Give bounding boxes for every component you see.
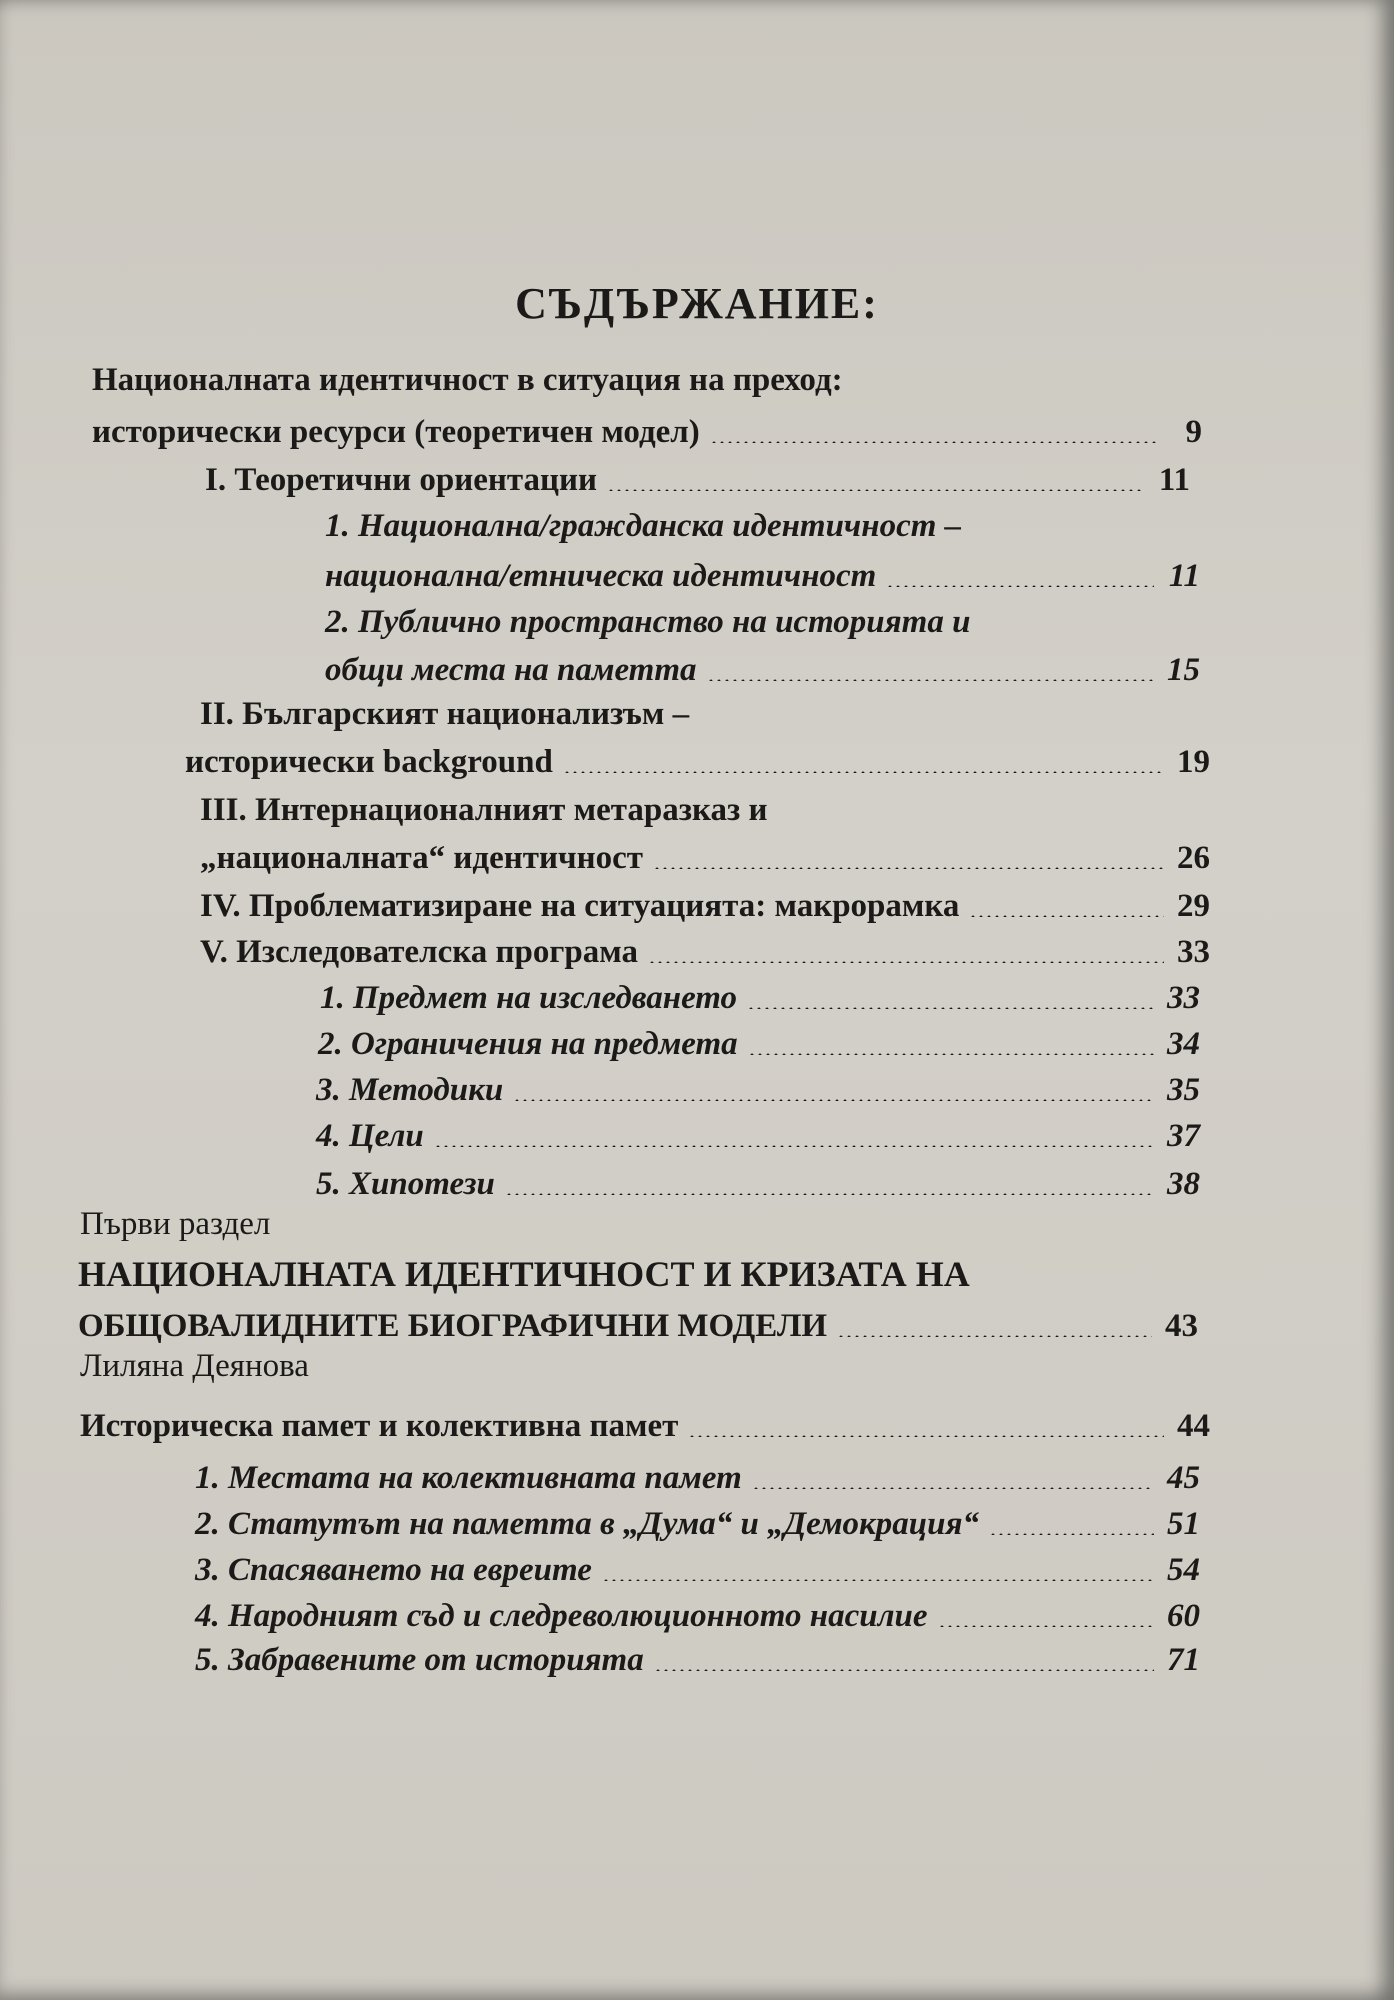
page-title: СЪДЪРЖАНИЕ:	[515, 279, 879, 328]
toc-page-number: 60	[1167, 1598, 1200, 1634]
toc-page-number: 26	[1177, 840, 1210, 876]
toc-page-number: 71	[1167, 1642, 1200, 1678]
dot-leader	[989, 1533, 1154, 1535]
dot-leader	[505, 1193, 1154, 1195]
toc-entry-title: 5. Хипотези	[316, 1166, 495, 1202]
toc-page-number: 34	[1167, 1026, 1200, 1062]
toc-entry	[195, 1640, 1200, 1680]
dot-leader	[648, 961, 1164, 963]
section-author: Лиляна Деянова	[80, 1348, 309, 1384]
dot-leader	[688, 1435, 1164, 1437]
toc-entry	[92, 412, 1202, 452]
toc-entry-title: IV. Проблематизиране на ситуацията: макрорамка	[200, 888, 960, 924]
toc-entry-title: Националната идентичност в ситуация на преход:	[92, 362, 843, 398]
toc-page-number: 45	[1167, 1460, 1200, 1496]
section-title: НАЦИОНАЛНАТА ИДЕНТИЧНОСТ И КРИЗАТА НА	[78, 1254, 970, 1294]
toc-entry	[200, 838, 1210, 878]
toc-page-number: 43	[1165, 1308, 1198, 1344]
toc-page-number: 51	[1167, 1506, 1200, 1542]
toc-page-number: 11	[1158, 462, 1190, 498]
section-label: Първи раздел	[80, 1206, 271, 1242]
toc-page-number: 11	[1168, 558, 1200, 594]
toc-entry	[80, 1406, 1210, 1446]
toc-entry-title: „националната“ идентичност	[200, 840, 643, 876]
toc-page-number: 9	[1185, 414, 1202, 450]
toc-entry-title: I. Теоретични ориентации	[205, 462, 598, 498]
dot-leader	[886, 585, 1154, 587]
dot-leader	[938, 1625, 1154, 1627]
toc-entry-title: 3. Методики	[316, 1072, 504, 1108]
toc-entry	[195, 1504, 1200, 1544]
toc-entry	[316, 1070, 1200, 1110]
toc-entry-title: исторически background	[185, 744, 553, 780]
toc-entry-title: 4. Народният съд и следреволюционното насилие	[195, 1598, 928, 1634]
toc-page-number: 37	[1167, 1118, 1200, 1154]
toc-entry-title: Историческа памет и колективна памет	[80, 1408, 679, 1444]
dot-leader	[607, 489, 1144, 491]
toc-page-number: 38	[1167, 1166, 1200, 1202]
toc-entry	[185, 742, 1210, 782]
toc-entry	[200, 932, 1210, 972]
toc-page-number: 54	[1167, 1552, 1200, 1588]
toc-entry	[195, 1458, 1200, 1498]
dot-leader	[602, 1579, 1154, 1581]
toc-entry	[205, 460, 1190, 500]
toc-entry-title: II. Българският национализъм –	[200, 696, 690, 732]
dot-leader	[710, 441, 1156, 443]
dot-leader	[748, 1053, 1154, 1055]
toc-entry	[195, 1596, 1200, 1636]
toc-entry	[78, 1306, 1198, 1346]
dot-leader	[654, 1669, 1154, 1671]
toc-entry-title: III. Интернационалният метаразказ и	[200, 792, 768, 828]
dot-leader	[752, 1487, 1154, 1489]
toc-page-number: 15	[1167, 652, 1200, 688]
toc-entry-title: 5. Забравените от историята	[195, 1642, 644, 1678]
toc-entry-title: 1. Предмет на изследването	[320, 980, 738, 1016]
toc-page-number: 29	[1177, 888, 1210, 924]
toc-entry	[200, 886, 1210, 926]
toc-entry	[320, 978, 1200, 1018]
toc-entry-title: 1. Местата на колективната памет	[195, 1460, 742, 1496]
toc-entry-title: исторически ресурси (теоретичен модел)	[92, 414, 700, 450]
toc-entry-title: V. Изследователска програма	[200, 934, 638, 970]
toc-entry-title: общи места на паметта	[325, 652, 697, 688]
dot-leader	[513, 1099, 1154, 1101]
section-title: ОБЩОВАЛИДНИТЕ БИОГРАФИЧНИ МОДЕЛИ	[78, 1308, 828, 1344]
toc-entry-title: 2. Ограничения на предмета	[318, 1026, 738, 1062]
dot-leader	[747, 1007, 1154, 1009]
dot-leader	[563, 771, 1164, 773]
toc-entry-title: 4. Цели	[316, 1118, 424, 1154]
toc-entry	[325, 556, 1200, 596]
dot-leader	[969, 915, 1164, 917]
toc-entry-title: 3. Спасяването на евреите	[195, 1552, 592, 1588]
toc-entry	[318, 1024, 1200, 1064]
dot-leader	[434, 1145, 1154, 1147]
toc-entry-title: 2. Статутът на паметта в „Дума“ и „Демокрация“	[195, 1506, 979, 1542]
toc-page-number: 33	[1167, 980, 1200, 1016]
toc-entry	[316, 1116, 1200, 1156]
toc-entry	[316, 1164, 1200, 1204]
toc-entry-title: национална/етническа идентичност	[325, 558, 877, 594]
toc-entry-title: 1. Национална/гражданска идентичност –	[325, 508, 962, 544]
toc-page-number: 19	[1177, 744, 1210, 780]
toc-entry-title: 2. Публично пространство на историята и	[325, 604, 971, 640]
toc-page-number: 44	[1177, 1408, 1210, 1444]
dot-leader	[653, 867, 1164, 869]
dot-leader	[837, 1335, 1152, 1337]
toc-page-number: 33	[1177, 934, 1210, 970]
toc-page-number: 35	[1167, 1072, 1200, 1108]
toc-entry	[325, 650, 1200, 690]
dot-leader	[707, 679, 1154, 681]
toc-entry	[195, 1550, 1200, 1590]
